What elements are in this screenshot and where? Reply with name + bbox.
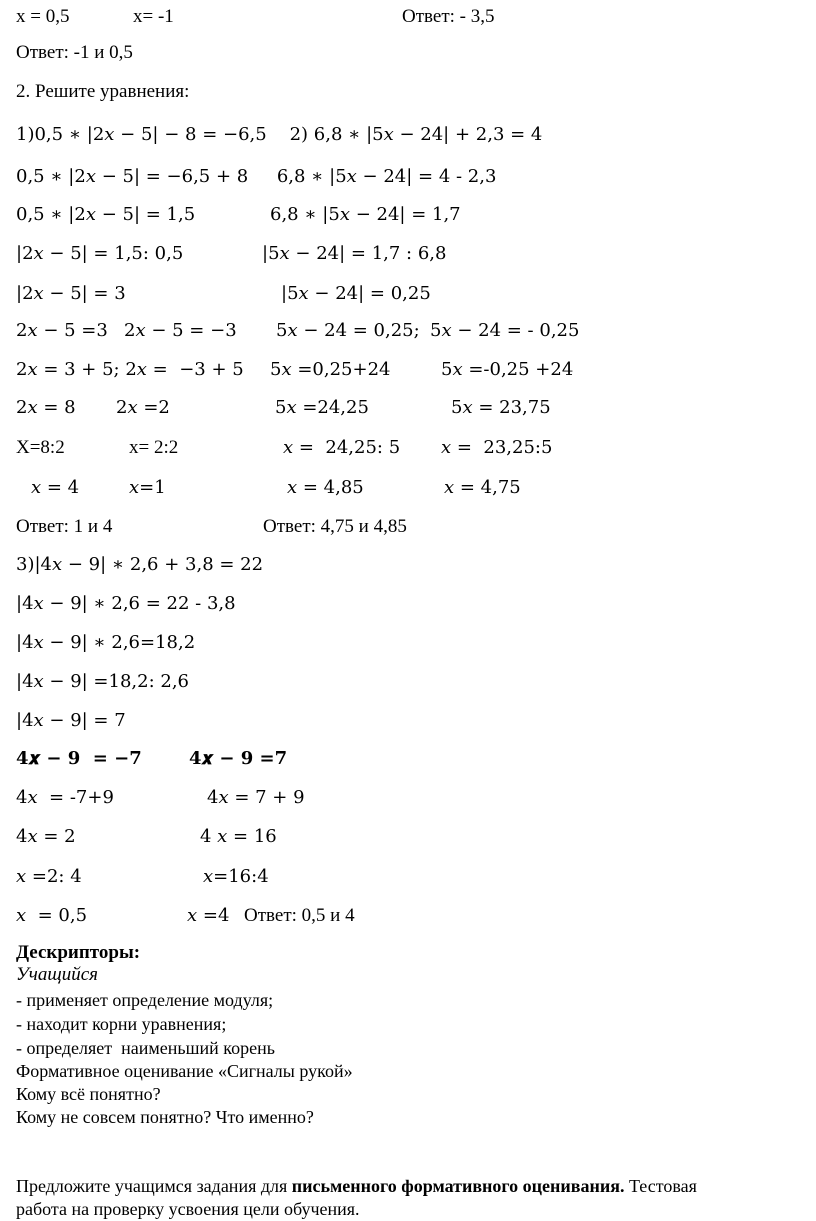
solution-line: [0, 204, 816, 225]
solution-line: [0, 124, 816, 145]
math-text: |4𝑥 − 9| = 7: [16, 710, 126, 731]
solution-line: [0, 42, 816, 63]
solution-line: [0, 81, 816, 102]
math-text: 𝟒𝒙 − 𝟗 =7: [189, 748, 288, 769]
math-text: 4𝑥 = 2: [16, 826, 76, 847]
math-text: 𝑥 = 23,25:5: [441, 437, 553, 458]
math-text: 0,5 ∗ |2𝑥 − 5| = −6,5 + 8 6,8 ∗ |5𝑥 − 24| = 4 - 2,3: [16, 166, 497, 187]
math-text: |4𝑥 − 9| ∗ 2,6=18,2: [16, 632, 196, 653]
solution-line: [0, 166, 816, 187]
math-text: Ответ: 1 и 4: [16, 516, 113, 537]
solution-line: [0, 283, 816, 304]
solution-line: [0, 320, 816, 341]
solution-line: [0, 866, 816, 887]
solution-line: [0, 437, 816, 458]
math-text: |2𝑥 − 5| = 3: [16, 283, 126, 304]
solution-line: [0, 516, 816, 537]
math-text: 𝑥 = 4,75: [444, 477, 521, 498]
math-text: 5𝑥 − 24 = - 0,25: [430, 320, 580, 341]
math-text: Ответ: - 3,5: [402, 6, 495, 27]
descriptor-item: - применяет определение модуля;: [16, 990, 274, 1010]
math-text: 5𝑥 = 23,75: [451, 397, 551, 418]
descriptor-item: Кому всё понятно?: [16, 1084, 161, 1104]
math-text: 4 𝑥 = 16: [200, 826, 277, 847]
math-text: 6,8 ∗ |5𝑥 − 24| = 1,7: [270, 204, 461, 225]
footer-bold-text: письменного формативного оценивания.: [291, 1176, 625, 1196]
math-text: 2. Решите уравнения:: [16, 81, 190, 102]
solution-line: [0, 359, 816, 380]
math-text: 𝑥 = 0,5: [16, 905, 88, 926]
solution-line: [0, 671, 816, 692]
math-text: 2𝑥 = 3 + 5; 2𝑥 = −3 + 5: [16, 359, 244, 380]
descriptors-subject: Учащийся: [16, 964, 98, 985]
solution-line: [0, 710, 816, 731]
math-text: Ответ: 0,5 и 4: [244, 905, 355, 926]
math-text: 𝑥 =4: [187, 905, 230, 926]
math-text: 𝑥 = 24,25: 5: [283, 437, 401, 458]
math-text: 2𝑥 − 5 =3: [16, 320, 108, 341]
math-text: 3)|4𝑥 − 9| ∗ 2,6 + 3,8 = 22: [16, 554, 264, 575]
math-text: 4𝑥 = -7+9: [16, 787, 114, 808]
descriptor-item: Кому не совсем понятно? Что именно?: [16, 1107, 314, 1127]
math-text: 𝟒𝒙 − 𝟗 = −𝟕: [16, 748, 142, 769]
math-text: 5𝑥 =-0,25 +24: [441, 359, 574, 380]
footer-text-end: Тестовая: [624, 1176, 697, 1196]
footer-line-1: [16, 1175, 697, 1197]
footer-line-2: работа на проверку усвоения цели обучения.: [16, 1199, 360, 1219]
math-text: |5𝑥 − 24| = 0,25: [281, 283, 431, 304]
math-text: |2𝑥 − 5| = 1,5: 0,5: [16, 243, 184, 264]
solution-line: [0, 243, 816, 264]
solution-line: [0, 397, 816, 418]
math-text: 2𝑥 =2: [116, 397, 170, 418]
math-text: 𝑥=1: [129, 477, 166, 498]
solution-line: [0, 554, 816, 575]
math-text: 𝑥=16:4: [203, 866, 269, 887]
solution-line: [0, 826, 816, 847]
math-text: 𝑥 = 4: [31, 477, 80, 498]
math-text: 0,5 ∗ |2𝑥 − 5| = 1,5: [16, 204, 196, 225]
solution-line: [0, 905, 816, 926]
solution-line: [0, 748, 816, 769]
math-text: 1)0,5 ∗ |2𝑥 − 5| − 8 = −6,5 2) 6,8 ∗ |5𝑥 − 24| + 2,3 = 4: [16, 124, 543, 145]
math-text: 5𝑥 − 24 = 0,25;: [276, 320, 420, 341]
math-text: |4𝑥 − 9| =18,2: 2,6: [16, 671, 190, 692]
math-text: Ответ: 4,75 и 4,85: [263, 516, 407, 537]
math-text: x= 2:2: [129, 437, 179, 458]
descriptor-item: - находит корни уравнения;: [16, 1014, 227, 1034]
math-text: x= -1: [133, 6, 174, 27]
solution-line: [0, 6, 816, 27]
math-text: 𝑥 =2: 4: [16, 866, 82, 887]
solution-line: [0, 477, 816, 498]
footer-text: Предложите учащимся задания для: [16, 1176, 292, 1196]
math-text: |5𝑥 − 24| = 1,7 : 6,8: [262, 243, 447, 264]
solution-line: [0, 787, 816, 808]
math-text: 𝑥 = 4,85: [287, 477, 364, 498]
descriptors-title: Дескрипторы:: [16, 942, 141, 963]
math-text: 4𝑥 = 7 + 9: [207, 787, 305, 808]
descriptor-item: Формативное оценивание «Сигналы рукой»: [16, 1061, 353, 1081]
math-text: 5𝑥 =0,25+24: [270, 359, 391, 380]
descriptor-item: - определяет наименьший корень: [16, 1038, 275, 1058]
solution-line: [0, 593, 816, 614]
math-text: Ответ: -1 и 0,5: [16, 42, 133, 63]
math-text: x = 0,5: [16, 6, 70, 27]
math-text: |4𝑥 − 9| ∗ 2,6 = 22 - 3,8: [16, 593, 236, 614]
math-text: 2𝑥 − 5 = −3: [124, 320, 237, 341]
math-text: 2𝑥 = 8: [16, 397, 76, 418]
solution-line: [0, 632, 816, 653]
math-text: X=8:2: [16, 437, 65, 458]
math-text: 5𝑥 =24,25: [275, 397, 369, 418]
